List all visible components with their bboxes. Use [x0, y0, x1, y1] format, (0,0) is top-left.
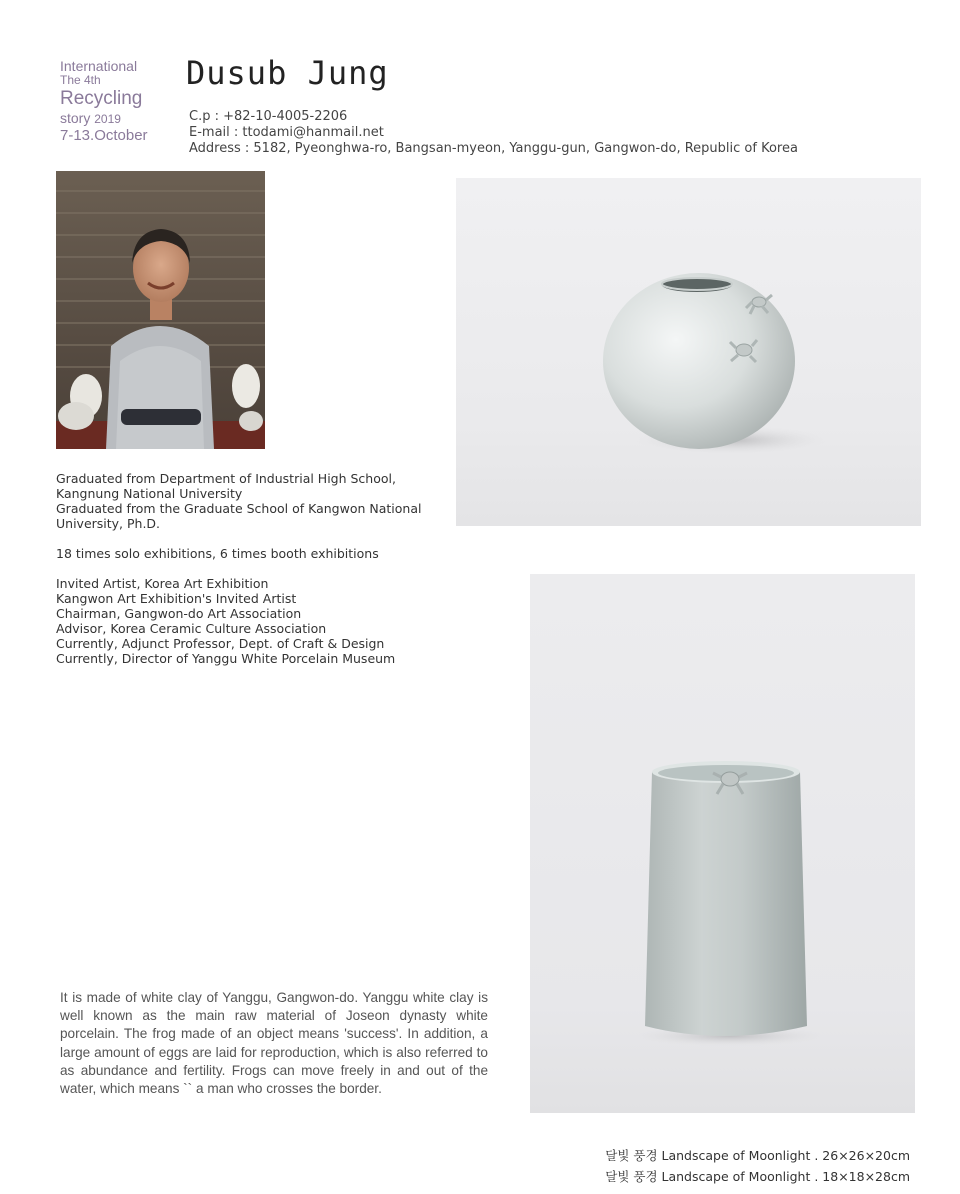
bio-position-6: Currently, Director of Yanggu White Porcelain Museum — [56, 651, 396, 666]
bio-position-5: Currently, Adjunct Professor, Dept. of Craft & Design — [56, 636, 385, 651]
artist-portrait — [56, 171, 265, 449]
contact-email: E-mail : ttodami@hanmail.net — [189, 125, 384, 140]
event-year: 2019 — [94, 111, 121, 126]
event-story-word: story — [60, 109, 91, 126]
bio-education-1: Graduated from Department of Industrial High School, — [56, 471, 396, 486]
bio-position-1: Invited Artist, Korea Art Exhibition — [56, 576, 269, 591]
bio-education-3: Graduated from the Graduate School of Kangwon National — [56, 501, 422, 516]
bio-education-2: Kangnung National University — [56, 486, 243, 501]
event-line-edition: The 4th — [60, 73, 101, 88]
contact-phone: C.p : +82-10-4005-2206 — [189, 109, 348, 124]
artwork-photo-round-jar — [456, 178, 921, 526]
artist-name: Dusub Jung — [186, 54, 389, 92]
bio-position-3: Chairman, Gangwon-do Art Association — [56, 606, 302, 621]
event-line-international: International — [60, 58, 138, 74]
artist-bio — [56, 471, 436, 666]
bio-education-4: University, Ph.D. — [56, 516, 161, 531]
event-badge — [60, 58, 148, 144]
artwork-captions — [605, 1145, 910, 1187]
caption-1: 달빛 풍경 Landscape of Moonlight . 26×26×20cm — [605, 1148, 910, 1163]
artwork-description: It is made of white clay of Yanggu, Gangwon-do. Yanggu white clay is well known as the main raw material of Joseon dynasty white porcelain. The frog made of an object means 'success'. In addition, a large amount of eggs are laid for reproduction, which is also referred to as abundance and fertility. Frogs can move freely in and out of the water, which means `` a man who crosses the border. — [60, 990, 488, 1097]
event-line-story — [60, 110, 148, 127]
bio-position-4: Advisor, Korea Ceramic Culture Association — [56, 621, 327, 636]
bio-exhibitions: 18 times solo exhibitions, 6 times booth exhibitions — [56, 546, 379, 561]
caption-2: 달빛 풍경 Landscape of Moonlight . 18×18×28cm — [605, 1169, 910, 1184]
artwork-photo-cylinder-vase — [530, 574, 915, 1113]
contact-address: Address : 5182, Pyeonghwa-ro, Bangsan-myeon, Yanggu-gun, Gangwon-do, Republic of Korea — [189, 141, 798, 156]
event-line-title: Recycling — [60, 87, 143, 109]
event-dates: 7-13.October — [60, 126, 148, 144]
bio-position-2: Kangwon Art Exhibition's Invited Artist — [56, 591, 297, 606]
contact-info — [189, 109, 798, 157]
